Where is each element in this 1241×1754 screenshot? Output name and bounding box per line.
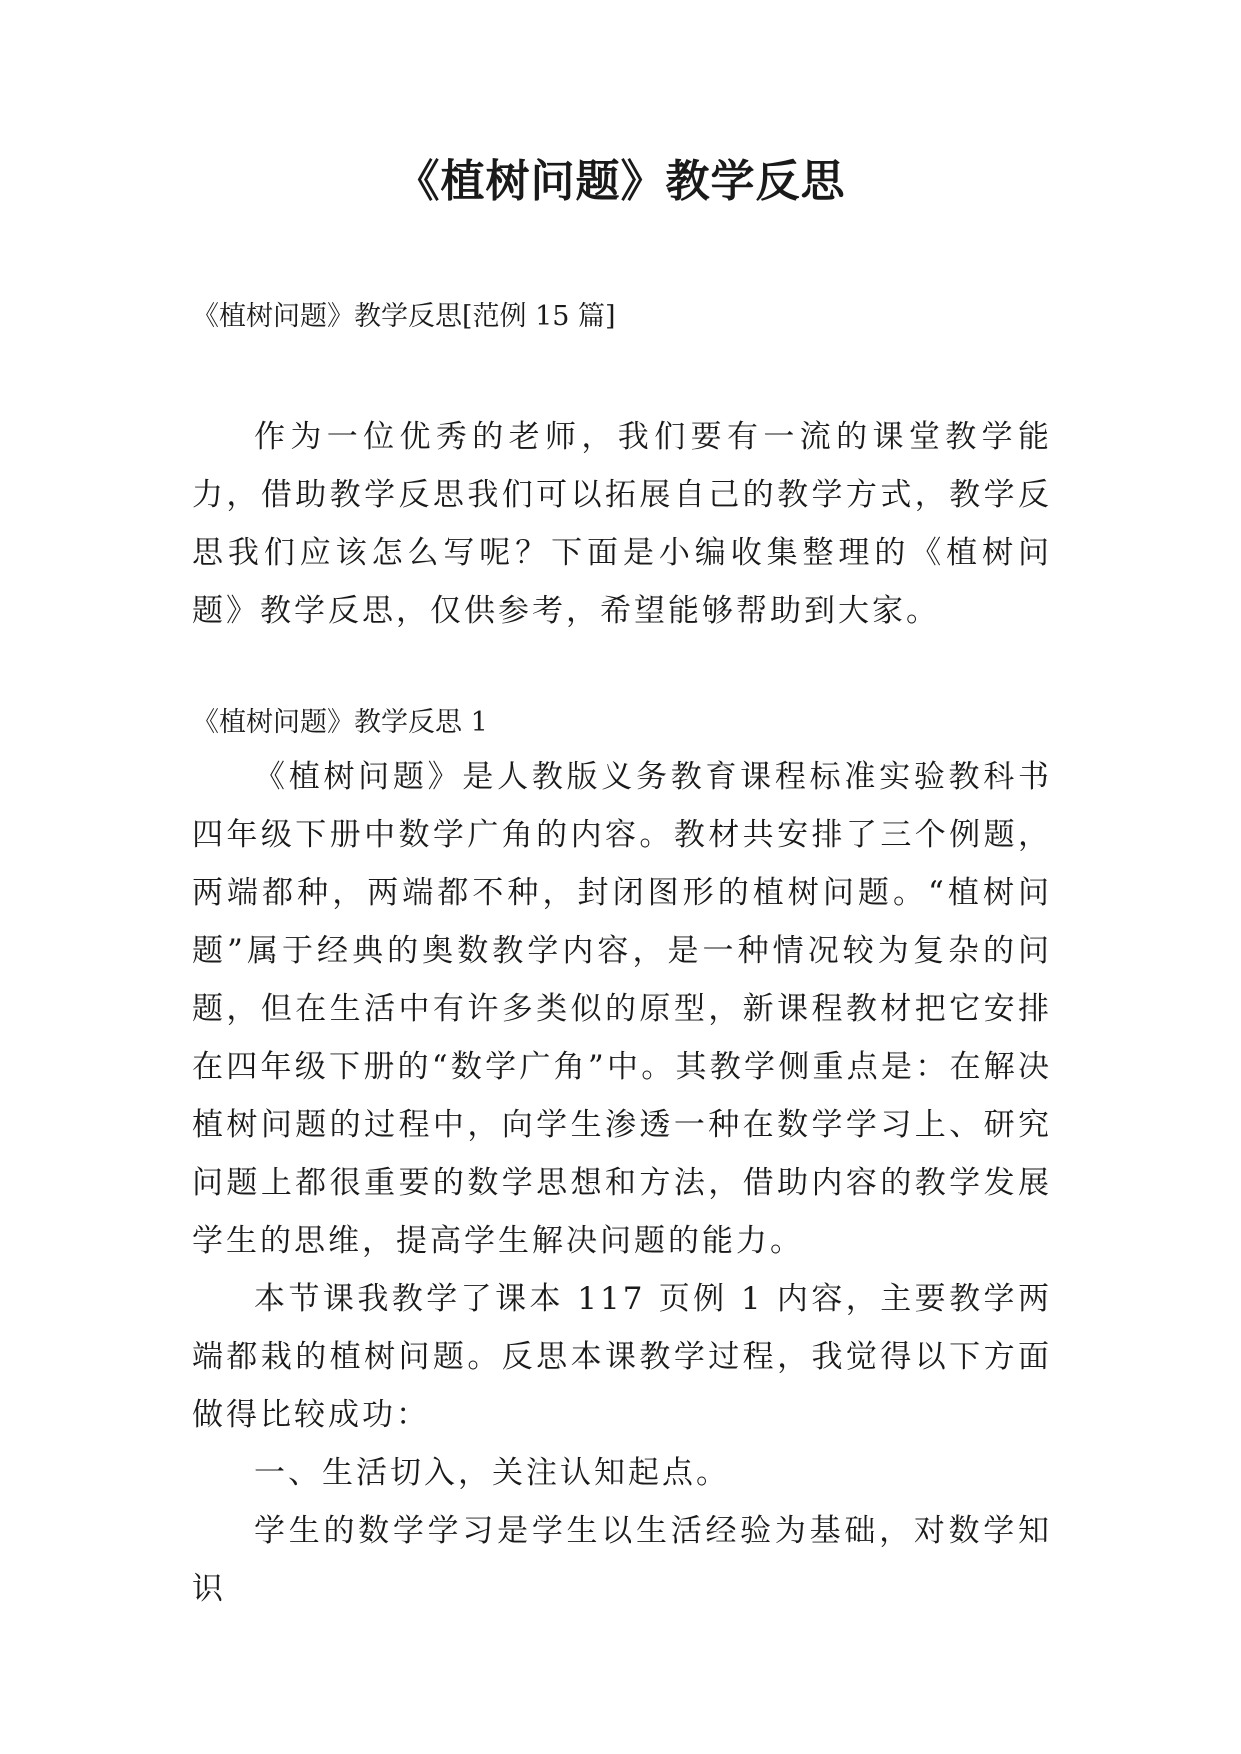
section-1-paragraph-1: 《植树问题》是人教版义务教育课程标准实验教科书四年级下册中数学广角的内容。教材共安排了三个例题，两端都种，两端都不种，封闭图形的植树问题。“植树问题”属于经典的奥数教学内容，是一种情况较为复杂的问题，但在生活中有许多类似的原型，新课程教材把它安排在四年级下册的“数学广角”中。其教学侧重点是：在解决植树问题的过程中，向学生渗透一种在数学学习上、研究问题上都很重要的数学思想和方法，借助内容的教学发展学生的思维，提高学生解决问题的能力。 bbox=[192, 759, 1052, 1259]
section-1-heading: 《植树问题》教学反思 1 bbox=[192, 707, 488, 738]
section-1-paragraph-2: 本节课我教学了课本 117 页例 1 内容，主要教学两端都栽的植树问题。反思本课教学过程，我觉得以下方面做得比较成功： bbox=[192, 1281, 1052, 1433]
section-1-body bbox=[192, 748, 1052, 1618]
document-title: 《植树问题》教学反思 bbox=[395, 156, 846, 207]
intro-block bbox=[192, 408, 1052, 640]
document-subtitle: 《植树问题》教学反思[范例 15 篇] bbox=[192, 301, 616, 332]
section-1-paragraph-3: 一、生活切入，关注认知起点。 bbox=[254, 1455, 730, 1491]
section-1-paragraph-4: 学生的数学学习是学生以生活经验为基础，对数学知识 bbox=[192, 1513, 1052, 1607]
intro-paragraph: 作为一位优秀的老师，我们要有一流的课堂教学能力，借助教学反思我们可以拓展自己的教学方式，教学反思我们应该怎么写呢？下面是小编收集整理的《植树问题》教学反思，仅供参考，希望能够帮助到大家。 bbox=[192, 419, 1052, 629]
